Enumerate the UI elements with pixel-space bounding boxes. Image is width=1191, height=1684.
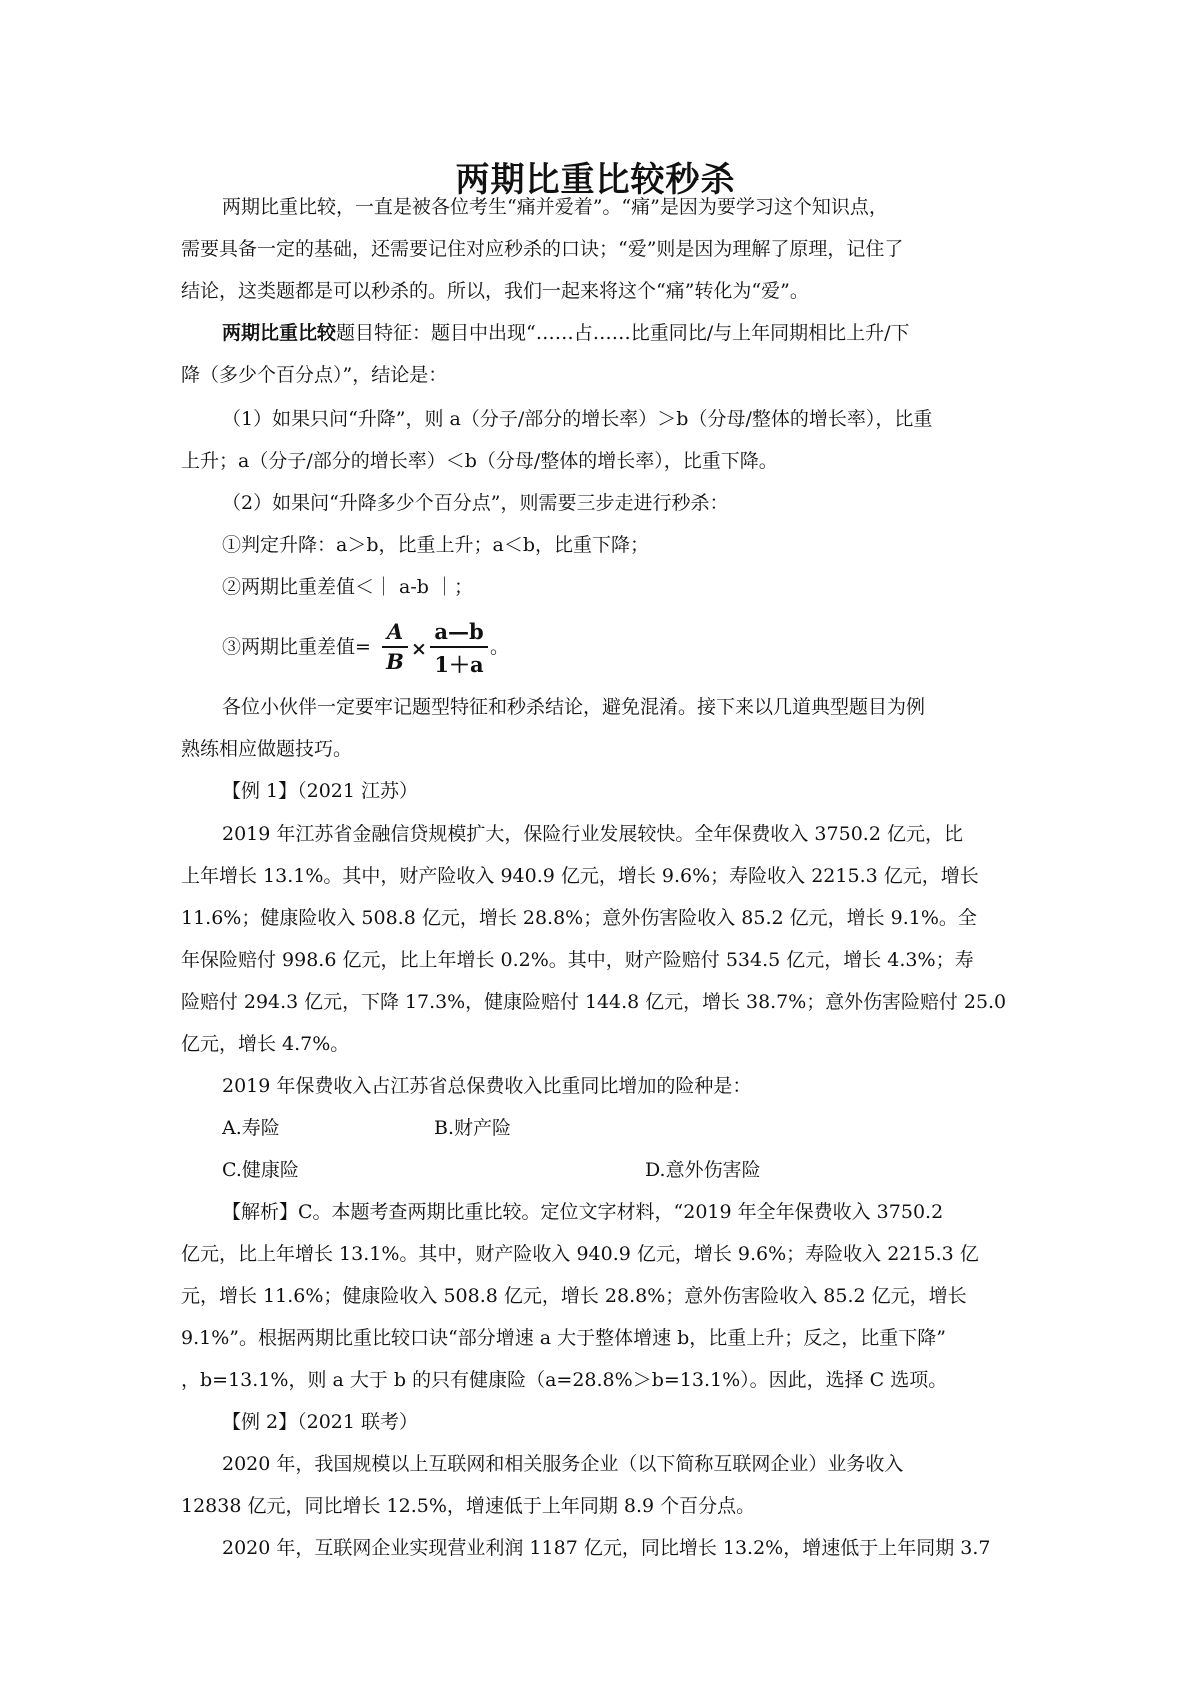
step1-line: ①判定升降：a＞b，比重上升；a＜b，比重下降； [222, 534, 649, 556]
intro-line-1: 两期比重比较，一直是被各位考生“痛并爱着”。“痛”是因为要学习这个知识点， [222, 196, 888, 218]
step3-prefix: ③两期比重差值= [222, 636, 371, 658]
example1-analysis-line: 元，增长 11.6%；健康险收入 508.8 亿元，增长 28.8%；意外伤害险收入 85.2 亿元，增长 [181, 1285, 967, 1307]
option-a: A.寿险 [222, 1117, 280, 1139]
feature-text: 题目特征：题目中出现“……占……比重同比/与上年同期相比上升/下 [336, 322, 910, 344]
advice-line-1: 各位小伙伴一定要牢记题型特征和秒杀结论，避免混淆。接下来以几道典型题目为例 [222, 696, 926, 718]
example1-material-line: 险赔付 294.3 亿元，下降 17.3%，健康险赔付 144.8 亿元，增长 38.7%；意外伤害险赔付 25.0 [181, 991, 1007, 1013]
example2-material-line: 12838 亿元，同比增长 12.5%，增速低于上年同期 8.9 个百分点。 [181, 1495, 756, 1517]
intro-line-3: 结论，这类题都是可以秒杀的。所以，我们一起来将这个“痛”转化为“爱”。 [181, 280, 809, 302]
rule1-line-2: 上升；a（分子/部分的增长率）＜b（分母/整体的增长率），比重下降。 [181, 450, 778, 472]
option-d: D.意外伤害险 [645, 1159, 761, 1181]
fraction-bar [430, 646, 488, 648]
feature-term: 两期比重比较 [222, 322, 337, 344]
fraction-growth-diff [430, 619, 488, 677]
example2-header: 【例 2】（2021 联考） [222, 1411, 419, 1433]
times-sign: × [411, 638, 427, 660]
feature-line-2: 降（多少个百分点）”，结论是： [181, 364, 448, 386]
example1-header: 【例 1】（2021 江苏） [222, 780, 419, 802]
rule1-line-1: （1）如果只问“升降”，则 a（分子/部分的增长率）＞b（分母/整体的增长率），比重 [222, 408, 933, 430]
fraction-numerator: A [386, 619, 404, 644]
example1-analysis-line: ，b=13.1%，则 a 大于 b 的只有健康险（a=28.8%＞b=13.1%）。因此，选择 C 选项。 [181, 1369, 948, 1391]
example1-analysis-line: 9.1%”。根据两期比重比较口诀“部分增速 a 大于整体增速 b，比重上升；反之，比重下降” [181, 1327, 947, 1349]
fraction-denominator: B [386, 649, 404, 674]
example2-material-line: 2020 年，我国规模以上互联网和相关服务企业（以下简称互联网企业）业务收入 [222, 1453, 904, 1475]
example1-material-line: 年保险赔付 998.6 亿元，比上年增长 0.2%。其中，财产险赔付 534.5 亿元，增长 4.3%；寿 [181, 949, 974, 971]
option-c: C.健康险 [222, 1159, 299, 1181]
example1-material-line: 上年增长 13.1%。其中，财产险收入 940.9 亿元，增长 9.6%；寿险收入 2215.3 亿元，增长 [181, 865, 979, 887]
fraction-numerator: a—b [434, 619, 484, 644]
intro-line-2: 需要具备一定的基础，还需要记住对应秒杀的口诀；“爱”则是因为理解了原理，记住了 [181, 238, 904, 260]
example1-material-line: 2019 年江苏省金融信贷规模扩大，保险行业发展较快。全年保费收入 3750.2 亿元，比 [222, 823, 963, 845]
fraction-a-over-b [382, 619, 408, 674]
page-title: 两期比重比较秒杀 [455, 160, 736, 200]
option-b: B.财产险 [434, 1117, 512, 1139]
step2-line: ②两期比重差值＜｜ a-b ｜； [222, 576, 473, 598]
example1-material-line: 11.6%；健康险收入 508.8 亿元，增长 28.8%；意外伤害险收入 85.2 亿元，增长 9.1%。全 [181, 907, 977, 929]
example1-question: 2019 年保费收入占江苏省总保费收入比重同比增加的险种是： [222, 1075, 752, 1097]
feature-line-1 [222, 324, 910, 343]
rule2-line: （2）如果问“升降多少个百分点”，则需要三步走进行秒杀： [222, 492, 729, 514]
example2-material-line: 2020 年，互联网企业实现营业利润 1187 亿元，同比增长 13.2%，增速低于上年同期 3.7 [222, 1537, 991, 1559]
example1-analysis-line: 【解析】C。本题考查两期比重比较。定位文字材料，“2019 年全年保费收入 3750.2 [222, 1201, 944, 1223]
fraction-denominator: 1＋a [434, 652, 484, 677]
step3-suffix: 。 [490, 636, 510, 658]
fraction-bar [382, 646, 408, 648]
example1-analysis-line: 亿元，比上年增长 13.1%。其中，财产险收入 940.9 亿元，增长 9.6%；寿险收入 2215.3 亿 [181, 1243, 979, 1265]
example1-material-line: 亿元，增长 4.7%。 [181, 1033, 350, 1055]
advice-line-2: 熟练相应做题技巧。 [181, 738, 353, 760]
